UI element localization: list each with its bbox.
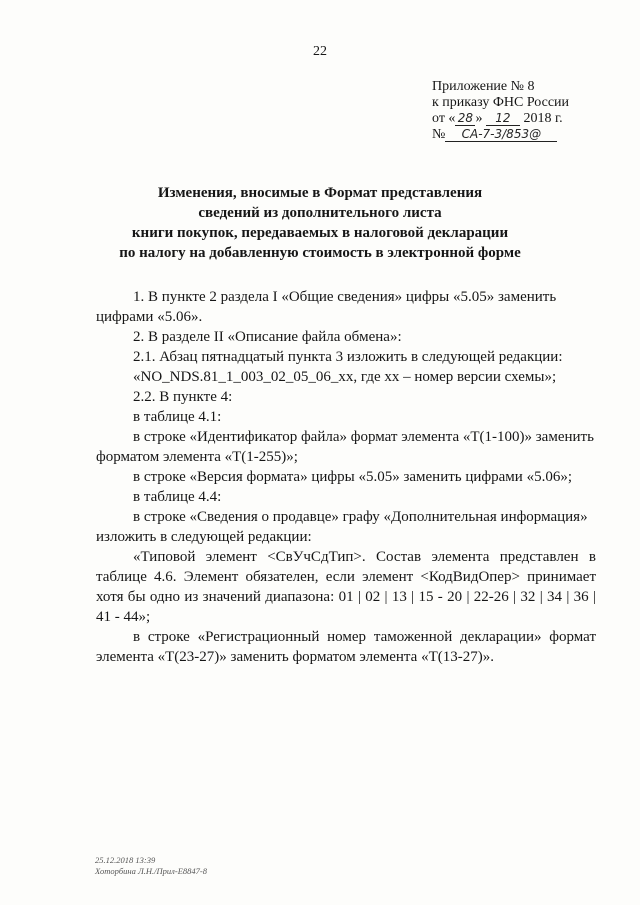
paragraph: 2.1. Абзац пятнадцатый пункта 3 изложить в следующей редакции: — [133, 349, 563, 365]
date-day: 28 — [455, 112, 475, 126]
title-line: по налогу на добавленную стоимость в электронной форме — [119, 245, 521, 261]
paragraph: «Типовой элемент <СвУчСдТип>. Состав элемента представлен в таблице 4.6. Элемент обязателен, если элемент <КодВидОпер> принимает хотя бы одно из значений диапазона: 01 | 02 | 13 | 15 - 20 | 22-26 | 32 | 34 | 36 | 41 - 44»; — [96, 549, 596, 625]
paragraph: в строке «Идентификатор файла» формат элемента «T(1-100)» заменить форматом элемента «T(1-255)»; — [96, 429, 594, 465]
footer-reference: Хоторбина Л.Н./Прил-Е8847-8 — [95, 866, 207, 876]
document-body — [96, 287, 596, 667]
number-prefix: № — [432, 127, 446, 142]
title-line: сведений из дополнительного листа — [198, 205, 442, 221]
document-title — [0, 183, 640, 263]
date-year: 2018 г. — [523, 111, 563, 126]
appendix-date — [432, 111, 569, 127]
footer-timestamp: 25.12.2018 13:39 — [95, 855, 156, 865]
paragraph: в строке «Сведения о продавце» графу «Дополнительная информация» изложить в следующей редакции: — [96, 509, 588, 545]
footer-note — [95, 855, 207, 877]
paragraph: 2.2. В пункте 4: — [133, 389, 233, 405]
paragraph: 1. В пункте 2 раздела I «Общие сведения» цифры «5.05» заменить цифрами «5.06». — [96, 289, 557, 325]
number-value: СА-7-3/853@ — [445, 128, 557, 142]
paragraph: «NO_NDS.81_1_003_02_05_06_xx, где xx – номер версии схемы»; — [133, 369, 557, 385]
page-number: 22 — [313, 44, 327, 59]
title-line: Изменения, вносимые в Формат представления — [157, 185, 483, 201]
date-prefix: от « — [432, 111, 456, 126]
appendix-order-ref: к приказу ФНС России — [432, 95, 570, 110]
appendix-number — [432, 127, 569, 143]
paragraph: в таблице 4.1: — [133, 409, 222, 425]
paragraph: в строке «Регистрационный номер таможенной декларации» формат элемента «T(23-27)» заменить форматом элемента «T(13-27)». — [96, 629, 596, 665]
paragraph: 2. В разделе II «Описание файла обмена»: — [133, 329, 402, 345]
date-separator: » — [475, 111, 483, 126]
paragraph: в таблице 4.4: — [133, 489, 222, 505]
date-month: 12 — [486, 112, 520, 126]
appendix-header — [432, 79, 569, 143]
paragraph: в строке «Версия формата» цифры «5.05» заменить цифрами «5.06»; — [133, 469, 572, 485]
appendix-line: Приложение № 8 — [432, 79, 535, 94]
title-line: книги покупок, передаваемых в налоговой декларации — [131, 225, 509, 241]
